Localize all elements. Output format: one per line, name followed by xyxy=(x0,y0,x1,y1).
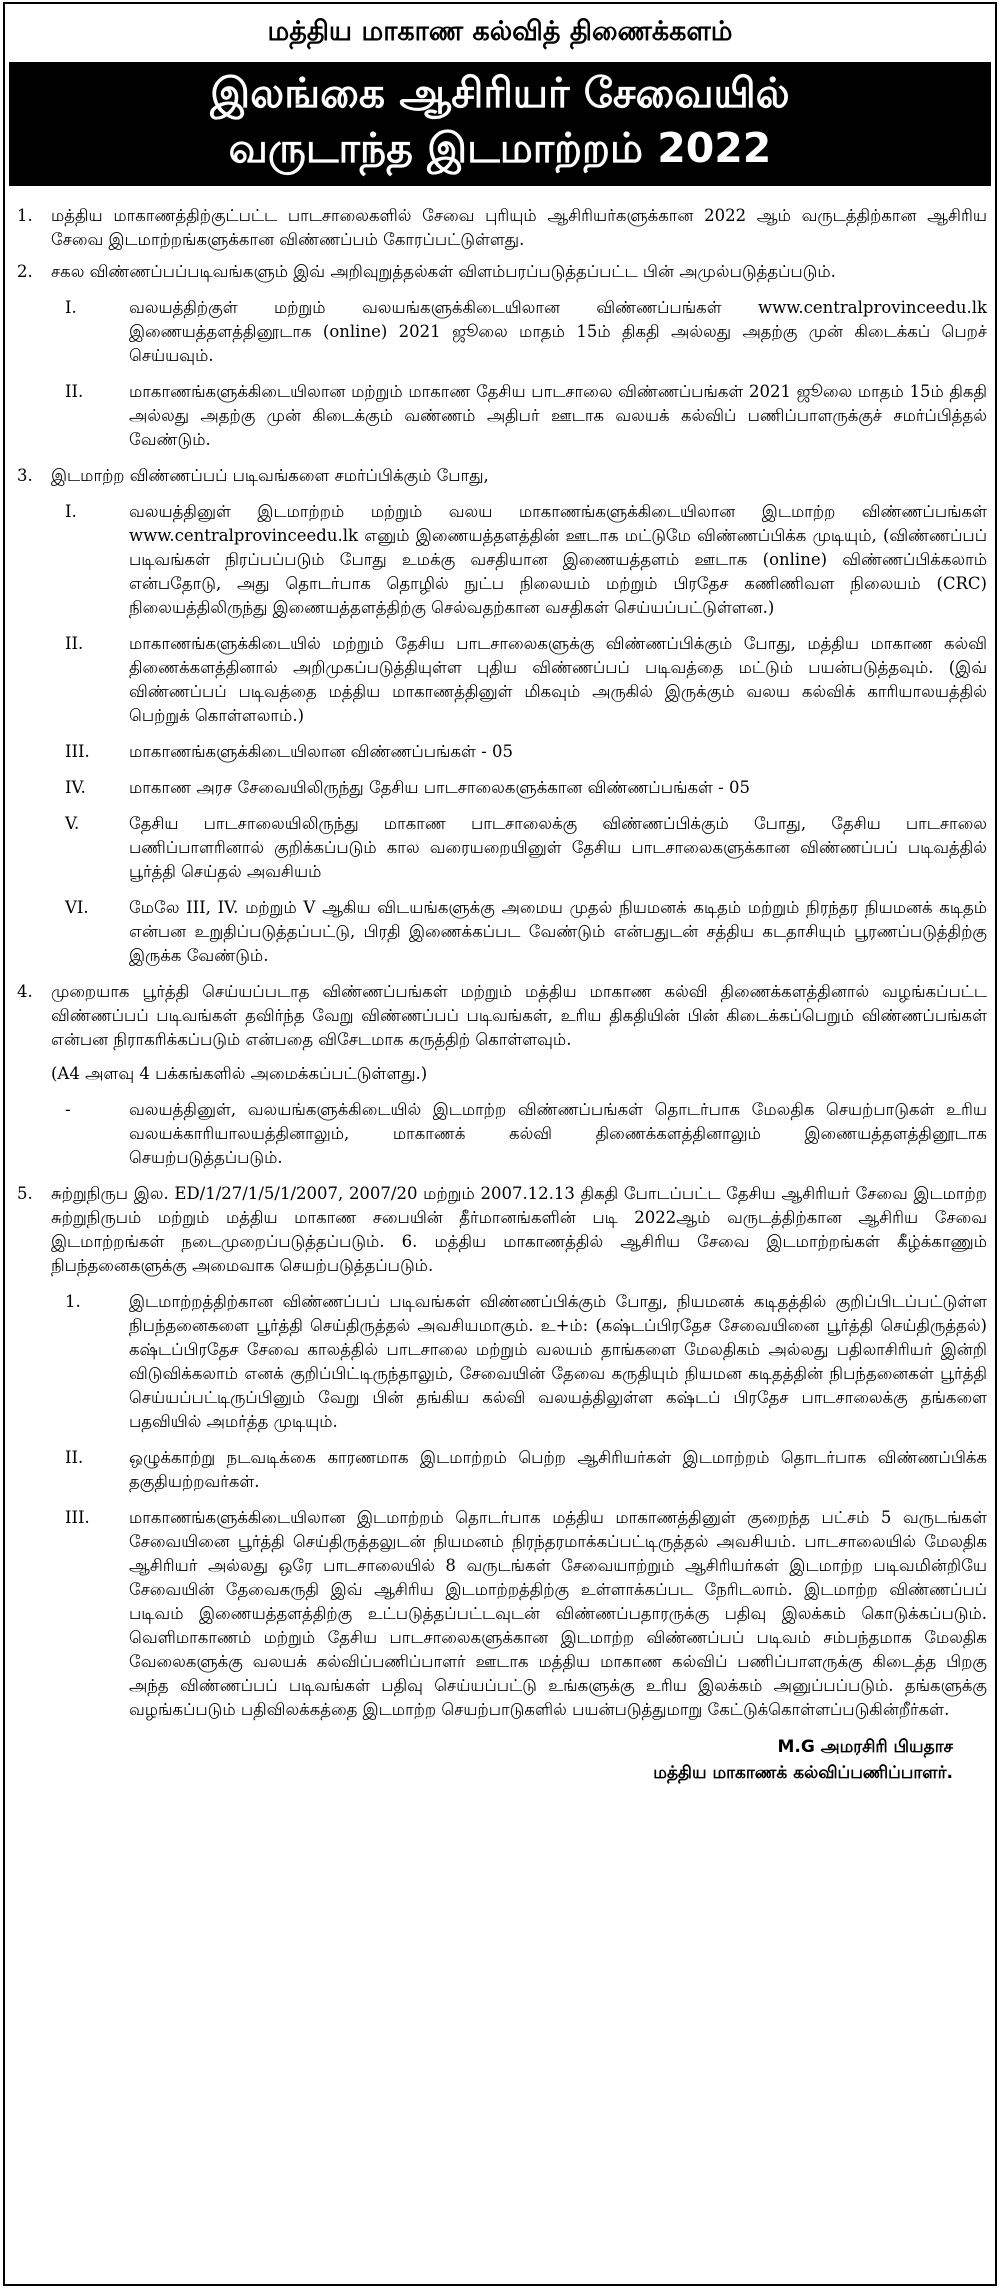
subsection-number: I. xyxy=(65,502,77,521)
title-line-2: வருடாந்த இடமாற்றம் 2022 xyxy=(228,124,772,172)
subsection-text: மாகாணங்களுக்கிடையிலான மற்றும் மாகாண தேசிய பாடசாலை விண்ணப்பங்கள் 2021 ஜூலை மாதம் 15ம் திகதி அல்லது அதற்கு முன் கிடைக்கும் வண்ணம் அதிபர் ஊடாக வலயக் கல்விப் பணிப்பாளருக்குச் சமர்ப்பித்தல் வேண்டும். xyxy=(129,382,987,449)
subsection-5-iii xyxy=(65,1506,987,1722)
subsection-number: II. xyxy=(65,382,84,401)
section-number: 4. xyxy=(17,982,33,1001)
subsection-number: IV. xyxy=(65,778,86,797)
department-heading: மத்திய மாகாண கல்வித் திணைக்களம் xyxy=(267,15,733,47)
subsection-number: III. xyxy=(65,1508,90,1527)
section-3 xyxy=(17,464,987,488)
subsection-number: II. xyxy=(65,1448,84,1467)
section-2 xyxy=(17,260,987,284)
subsection-3-i xyxy=(65,500,987,620)
signatory-name: M.G அமரசிரி பியதாச xyxy=(777,1737,953,1757)
subsection-3-iv xyxy=(65,776,987,800)
section-number: 2. xyxy=(17,262,33,281)
subsection-text: மாகாணங்களுக்கிடையிலான விண்ணப்பங்கள் - 05 xyxy=(129,742,513,761)
dash-bullet: - xyxy=(65,1100,71,1119)
subsection-number: II. xyxy=(65,634,84,653)
section-number: 3. xyxy=(17,466,33,485)
subsection-5-ii xyxy=(65,1446,987,1494)
subsection-text: மாகாண அரச சேவையிலிருந்து தேசிய பாடசாலைகளுக்கான விண்ணப்பங்கள் - 05 xyxy=(129,778,750,797)
subsection-text: மாகாணங்களுக்கிடையில் மற்றும் தேசிய பாடசாலைகளுக்கு விண்ணப்பிக்கும் போது, மத்திய மாகாண கல்வி திணைக்களத்தினால் அறிமுகப்படுத்தியுள்ள புதிய விண்ணப்பப் படிவத்தை மட்டும் பயன்படுத்தவும். (இவ் விண்ணப்பப் படிவத்தை மத்திய மாகாணத்தினுள் மிகவும் அருகில் இருக்கும் வலய கல்விக் காரியாலயத்தில் பெற்றுக் கொள்ளலாம்.) xyxy=(129,634,987,725)
notice-page xyxy=(3,2,997,2286)
section-5 xyxy=(17,1182,987,1278)
section-number: 1. xyxy=(17,206,33,225)
signatory-designation: மத்திய மாகாணக் கல்விப்பணிப்பாளர். xyxy=(653,1763,953,1783)
subsection-number: I. xyxy=(65,298,77,317)
page-count-note: (A4 அளவு 4 பக்கங்களில் அமைக்கப்பட்டுள்ளது.) xyxy=(51,1064,428,1083)
subsection-3-iii xyxy=(65,740,987,764)
subsection-number: VI. xyxy=(65,898,89,917)
section-number: 5. xyxy=(17,1184,33,1203)
section-text: சுற்றுநிருப இல. ED/1/27/1/5/1/2007, 2007/20 மற்றும் 2007.12.13 திகதி போடப்பட்ட தேசிய ஆசிரியர் சேவை இடமாற்ற சுற்றுநிருபம் மற்றும் மத்திய மாகாண சபையின் தீர்மானங்களின் படி 2022ஆம் வருடத்திற்கான ஆசிரிய சேவை இடமாற்றங்கள் நடைமுறைப்படுத்தப்படும். 6. மத்திய மாகாணத்தில் ஆசிரிய சேவை இடமாற்றங்கள் கீழ்க்காணும் நிபந்தனைகளுக்கு அமைவாக செயற்படுத்தப்படும். xyxy=(51,1184,987,1275)
subsection-2-ii xyxy=(65,380,987,452)
subsection-4-dash xyxy=(65,1098,987,1170)
title-banner xyxy=(9,62,991,186)
subsection-text: வலயத்தினுள் இடமாற்றம் மற்றும் வலய மாகாணங்களுக்கிடையிலான இடமாற்ற விண்ணப்பங்கள் www.centralprovinceedu.lk எனும் இணையத்தளத்தின் ஊடாக மட்டுமே விண்ணப்பிக்க முடியும், (விண்ணப்பப் படிவங்கள் நிரப்பப்படும் போது உமக்கு வசதியான இணையத்தளம் ஊடாக (online) விண்ணப்பிக்கலாம் என்பதோடு, அது தொடர்பாக தொழில் நுட்ப நிலையம் மற்றும் பிரதேச கணிணிவள நிலையம் (CRC) நிலையத்திலிருந்து இணையத்தளத்திற்கு செல்வதற்கான வசதிகள் செய்யப்பட்டுள்ளன.) xyxy=(129,502,987,617)
signature-block xyxy=(17,1734,987,1786)
subsection-5-1 xyxy=(65,1290,987,1434)
section-text: மத்திய மாகாணத்திற்குட்பட்ட பாடசாலைகளில் சேவை புரியும் ஆசிரியர்களுக்கான 2022 ஆம் வருடத்திற்கான ஆசிரிய சேவை இடமாற்றங்களுக்கான விண்ணப்பம் கோரப்பட்டுள்ளது. xyxy=(51,206,987,249)
section-4 xyxy=(17,980,987,1052)
subsection-2-i xyxy=(65,296,987,368)
section-text: முறையாக பூர்த்தி செய்யப்படாத விண்ணப்பங்கள் மற்றும் மத்திய மாகாண கல்வி திணைக்களத்தினால் வழங்கப்பட்ட விண்ணப்பப் படிவங்கள் தவிர்ந்த வேறு விண்ணப்பப் படிவங்கள், உரிய திகதியின் பின் கிடைக்கப்பெறும் விண்ணப்பங்கள் என்பன நிராகரிக்கப்படும் என்பதை விசேடமாக கருத்திற் கொள்ளவும். xyxy=(51,982,987,1049)
subsection-number: III. xyxy=(65,742,90,761)
section-text: இடமாற்ற விண்ணப்பப் படிவங்களை சமர்ப்பிக்கும் போது, xyxy=(51,466,489,485)
notice-body xyxy=(5,186,995,1786)
subsection-number: V. xyxy=(65,814,80,833)
subsection-text: மாகாணங்களுக்கிடையிலான இடமாற்றம் தொடர்பாக மத்திய மாகாணத்தினுள் குறைந்த பட்சம் 5 வருடங்கள் சேவையினை பூர்த்தி செய்திருத்தலுடன் நியமனம் நிரந்தரமாக்கப்பட்டிருத்தல் அவசியம். பாடசாலையில் மேலதிக ஆசிரியர் அல்லது ஒரே பாடசாலையில் 8 வருடங்கள் சேவையாற்றும் ஆசிரியர்கள் இடமாற்ற படிவமின்றியே சேவையின் தேவைகருதி இவ் ஆசிரிய இடமாற்றத்திற்கு உள்ளாக்கப்பட நேரிடலாம். இடமாற்ற விண்ணப்பப் படிவம் இணையத்தளத்திற்கு உட்படுத்தப்பட்டவுடன் விண்ணப்பதாரருக்கு பதிவு இலக்கம் கொடுக்கப்படும். வெளிமாகாணம் மற்றும் தேசிய பாடசாலைகளுக்கான இடமாற்ற விண்ணப்பப் படிவம் சம்பந்தமாக மேலதிக வேலைகளுக்கு வலயக் கல்விப்பணிப்பாளர் ஊடாக மத்திய மாகாண கல்விப் பணிப்பாளருக்கு கிடைத்த பிறகு அந்த விண்ணப்பப் படிவங்கள் பதிவு செய்யப்பட்டு உங்களுக்கு உரிய இலக்கம் அனுப்பப்படும். தங்களுக்கு வழங்கப்படும் பதிவிலக்கத்தை இடமாற்ற செயற்பாடுகளில் பயன்படுத்துமாறு கேட்டுக்கொள்ளப்படுகின்றீர்கள். xyxy=(129,1508,987,1719)
subsection-text: இடமாற்றத்திற்கான விண்ணப்பப் படிவங்கள் விண்ணப்பிக்கும் போது, நியமனக் கடிதத்தில் குறிப்பிடப்பட்டுள்ள நிபந்தனைகளை பூர்த்தி செய்திருத்தல் அவசியமாகும். உ+ம்: (கஷ்டப்பிரதேச சேவையினை பூர்த்தி செய்திருத்தல்) கஷ்டப்பிரதேச சேவை காலத்தில் பாடசாலை மற்றும் வலயம் தாங்களை மேலதிகம் அல்லது பதிலாசிரியர் இன்றி விடுவிக்கலாம் எனக் குறிப்பிட்டிருந்தாலும், சேவையின் தேவை கருதியும் நியமன கடிதத்தின் நிபந்தனைகள் பூர்த்தி செய்யப்பட்டிருப்பினும் வேறு பின் தங்கிய கல்வி வலயத்திலுள்ள கஷ்டப் பிரதேச பாடசாலைக்கு தங்களை பதவியில் அமர்த்த முடியும். xyxy=(129,1292,987,1431)
section-1 xyxy=(17,204,987,252)
subsection-text: ஒழுக்காற்று நடவடிக்கை காரணமாக இடமாற்றம் பெற்ற ஆசிரியர்கள் இடமாற்றம் தொடர்பாக விண்ணப்பிக்க தகுதியற்றவர்கள். xyxy=(129,1448,987,1491)
subsection-text: மேலே III, IV. மற்றும் V ஆகிய விடயங்களுக்கு அமைய முதல் நியமனக் கடிதம் மற்றும் நிரந்தர நியமனக் கடிதம் என்பன உறுதிப்படுத்தப்பட்டு, பிரதி இணைக்கப்பட வேண்டும் என்பதுடன் சத்திய கடதாசியும் பூரணப்படுத்திற்கு இருக்க வேண்டும். xyxy=(129,898,987,965)
subsection-3-v xyxy=(65,812,987,884)
subsection-number: 1. xyxy=(65,1292,81,1311)
section-text: சகல விண்ணப்பப்படிவங்களும் இவ் அறிவுறுத்தல்கள் விளம்பரப்படுத்தப்பட்ட பின் அமுல்படுத்தப்படும். xyxy=(51,262,836,281)
subsection-text: வலயத்திற்குள் மற்றும் வலயங்களுக்கிடையிலான விண்ணப்பங்கள் www.centralprovinceedu.lk இணையத்தளத்தினூடாக (online) 2021 ஜூலை மாதம் 15ம் திகதி அல்லது அதற்கு முன் கிடைக்கப் பெறச் செய்யவும். xyxy=(129,298,987,365)
title-line-1: இலங்கை ஆசிரியர் சேவையில் xyxy=(210,69,790,117)
subsection-3-vi xyxy=(65,896,987,968)
subsection-text: வலயத்தினுள், வலயங்களுக்கிடையில் இடமாற்ற விண்ணப்பங்கள் தொடர்பாக மேலதிக செயற்பாடுகள் உரிய வலயக்காரியாலயத்தினாலும், மாகாணக் கல்வி திணைக்களத்தினாலும் இணையத்தளத்தினூடாக செயற்படுத்தப்படும். xyxy=(129,1100,987,1167)
subsection-3-ii xyxy=(65,632,987,728)
subsection-text: தேசிய பாடசாலையிலிருந்து மாகாண பாடசாலைக்கு விண்ணப்பிக்கும் போது, தேசிய பாடசாலை பணிப்பாளரினால் குறிக்கப்படும் கால வரையறையினுள் தேசிய பாடசாலைகளுக்கான விண்ணப்பப் படிவத்தில் பூர்த்தி செய்தல் அவசியம் xyxy=(129,814,987,881)
